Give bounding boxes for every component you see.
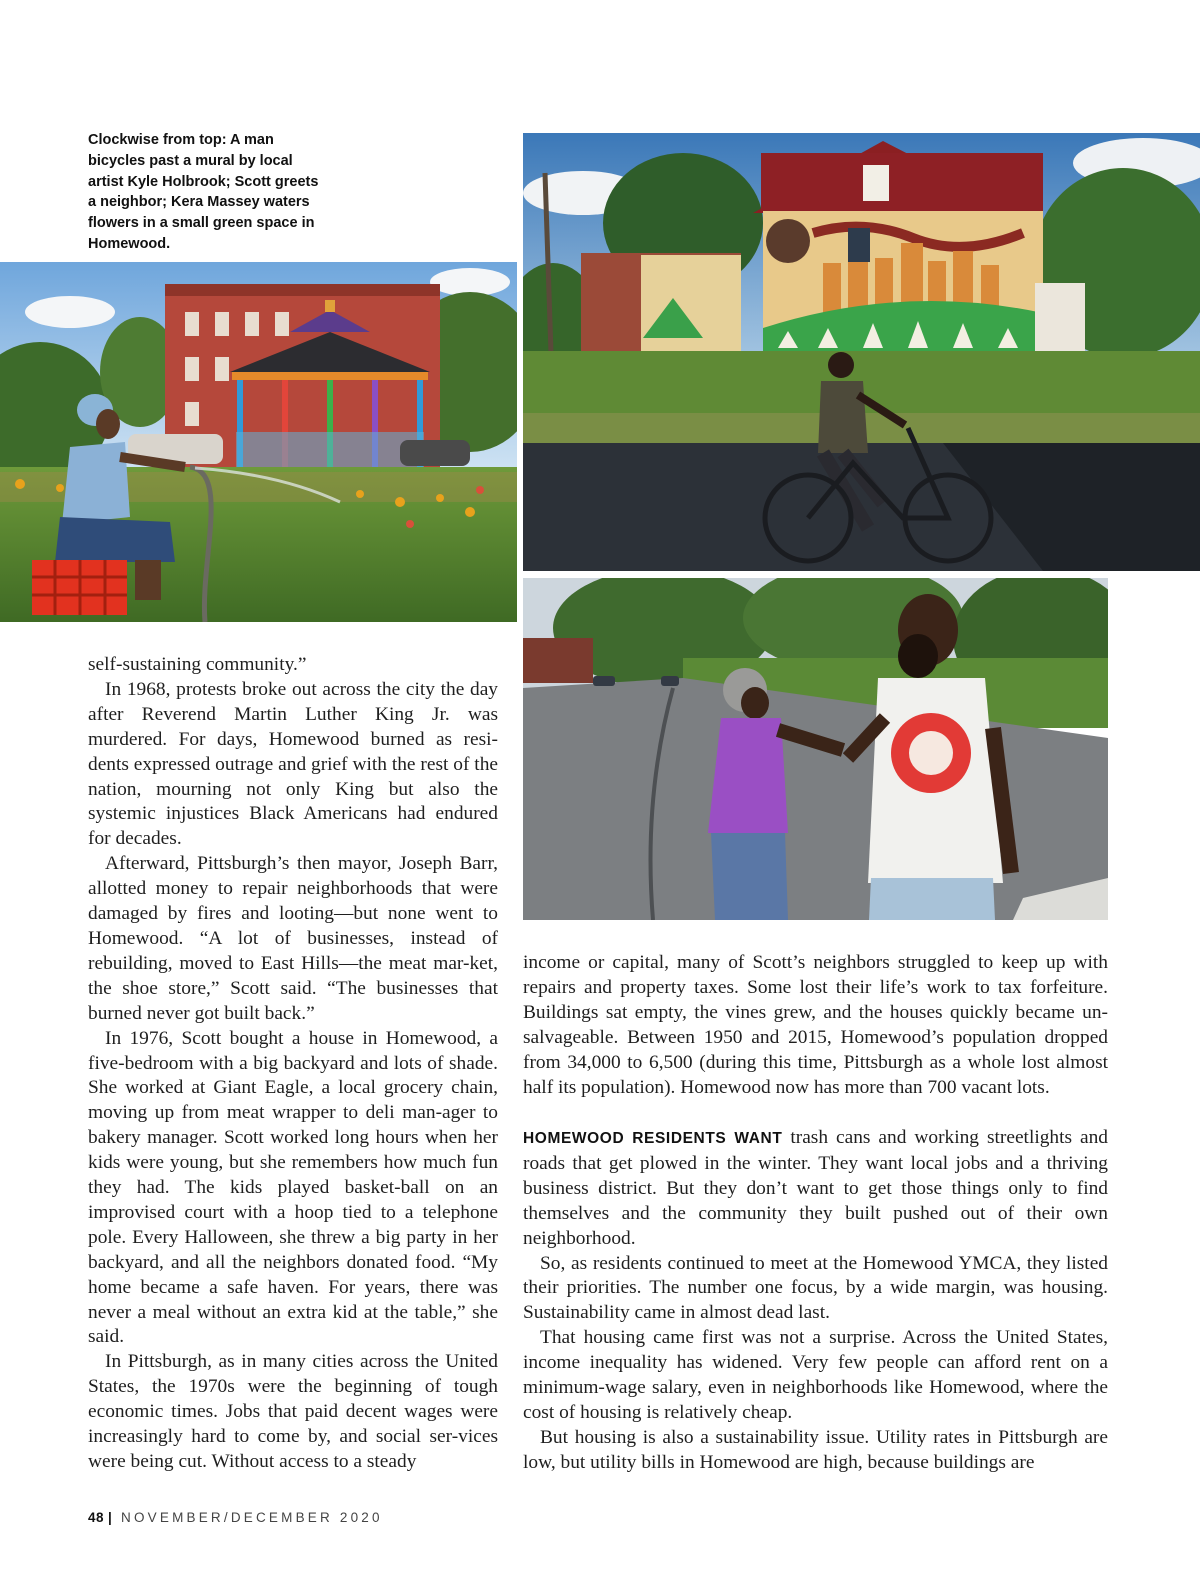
body-paragraph: So, as residents continued to meet at the Homewood YMCA, they listed their priorities. The number one focus, by a wide margin, was housing. Sustainability came in almost dead last. [523,1252,1108,1324]
page-number: 48 [88,1510,105,1525]
body-paragraph: income or capital, many of Scott’s neighbors struggled to keep up with repairs and property taxes. Some lost their life’s work to tax forfeiture. Buildings sat empty, the vines grew, and the houses quickly became un-salvageable. Between 1950 and 2015, Homewood’s population dropped from 34,000 to 6,500 (during this time, Pittsburgh as a whole lost almost half its population). Homewood now has more than 700 vacant lots. [523,952,1108,1098]
body-paragraph: self-sustaining community.” [88,654,307,675]
photo-cyclist-mural [523,133,1200,571]
body-paragraph: Afterward, Pittsburgh’s then mayor, Joseph Barr, allotted money to repair neighborhoods that were damaged by fires and looting—but none went to Homewood. “A lot of businesses, instead of rebuilding, moved to East Hills—the meat mar-ket, the shoe store,” Scott said. “The businesses that burned never got built back.” [88,853,498,1024]
section-lead-in: HOMEWOOD RESIDENTS WANT [523,1130,783,1147]
folio-separator: | [108,1510,116,1525]
page-folio [88,1510,383,1525]
section-opening-paragraph [523,1126,1108,1252]
photo-woman-watering-garden [0,262,517,622]
body-paragraph: In 1968, protests broke out across the city the day after Reverend Martin Luther King Jr. was murdered. For days, Homewood burned as resi-dents expressed outrage and grief with the rest of the nation, mourning not only King but also the systemic injustices Black Americans had endured for decades. [88,678,498,850]
body-paragraph: That housing came first was not a surprise. Across the United States, income inequality has widened. Very few people can afford rent on a minimum-wage salary, even in neighborhoods like Homewood, where the cost of housing is relatively cheap. [523,1327,1108,1423]
photo-caption: Clockwise from top: A man bicycles past a mural by local artist Kyle Holbrook; Scott greets a neighbor; Kera Massey waters flowers in a small green space in Homewood. [88,132,319,252]
body-column-right-top [523,951,1108,1100]
issue-date: NOVEMBER/DECEMBER 2020 [121,1510,383,1525]
photo-scott-greets-neighbor [523,578,1108,920]
body-column-left [88,653,498,1475]
body-paragraph: In Pittsburgh, as in many cities across the United States, the 1970s were the beginning of tough economic times. Jobs that paid decent wages were increasingly hard to come by, and social ser-vices were being cut. Without access to a steady [88,1351,498,1472]
body-column-right-section [523,1126,1108,1476]
body-paragraph: In 1976, Scott bought a house in Homewood, a five-bedroom with a big backyard and lots of shade. She worked at Giant Eagle, a local grocery chain, moving up from meat wrapper to deli man-ager to bakery manager. Scott worked long hours when her kids were young, but she remembers how much fun they had. The kids played basket-ball on an improvised court with a hoop tied to a telephone pole. Every Halloween, she threw a big party in her backyard, and all the neighbors donated food. “My home became a safe haven. For years, there was never a meal without an extra kid at the table,” she said. [88,1027,498,1348]
body-paragraph: But housing is also a sustainability issue. Utility rates in Pittsburgh are low, but utility bills in Homewood are high, because buildings are [523,1426,1108,1473]
section-opening-text: trash cans and working streetlights and roads that get plowed in the winter. They want local jobs and a thriving business district. But they don’t want to get those things only to find themselves and the community they built pushed out of their own neighborhood. [523,1127,1108,1249]
